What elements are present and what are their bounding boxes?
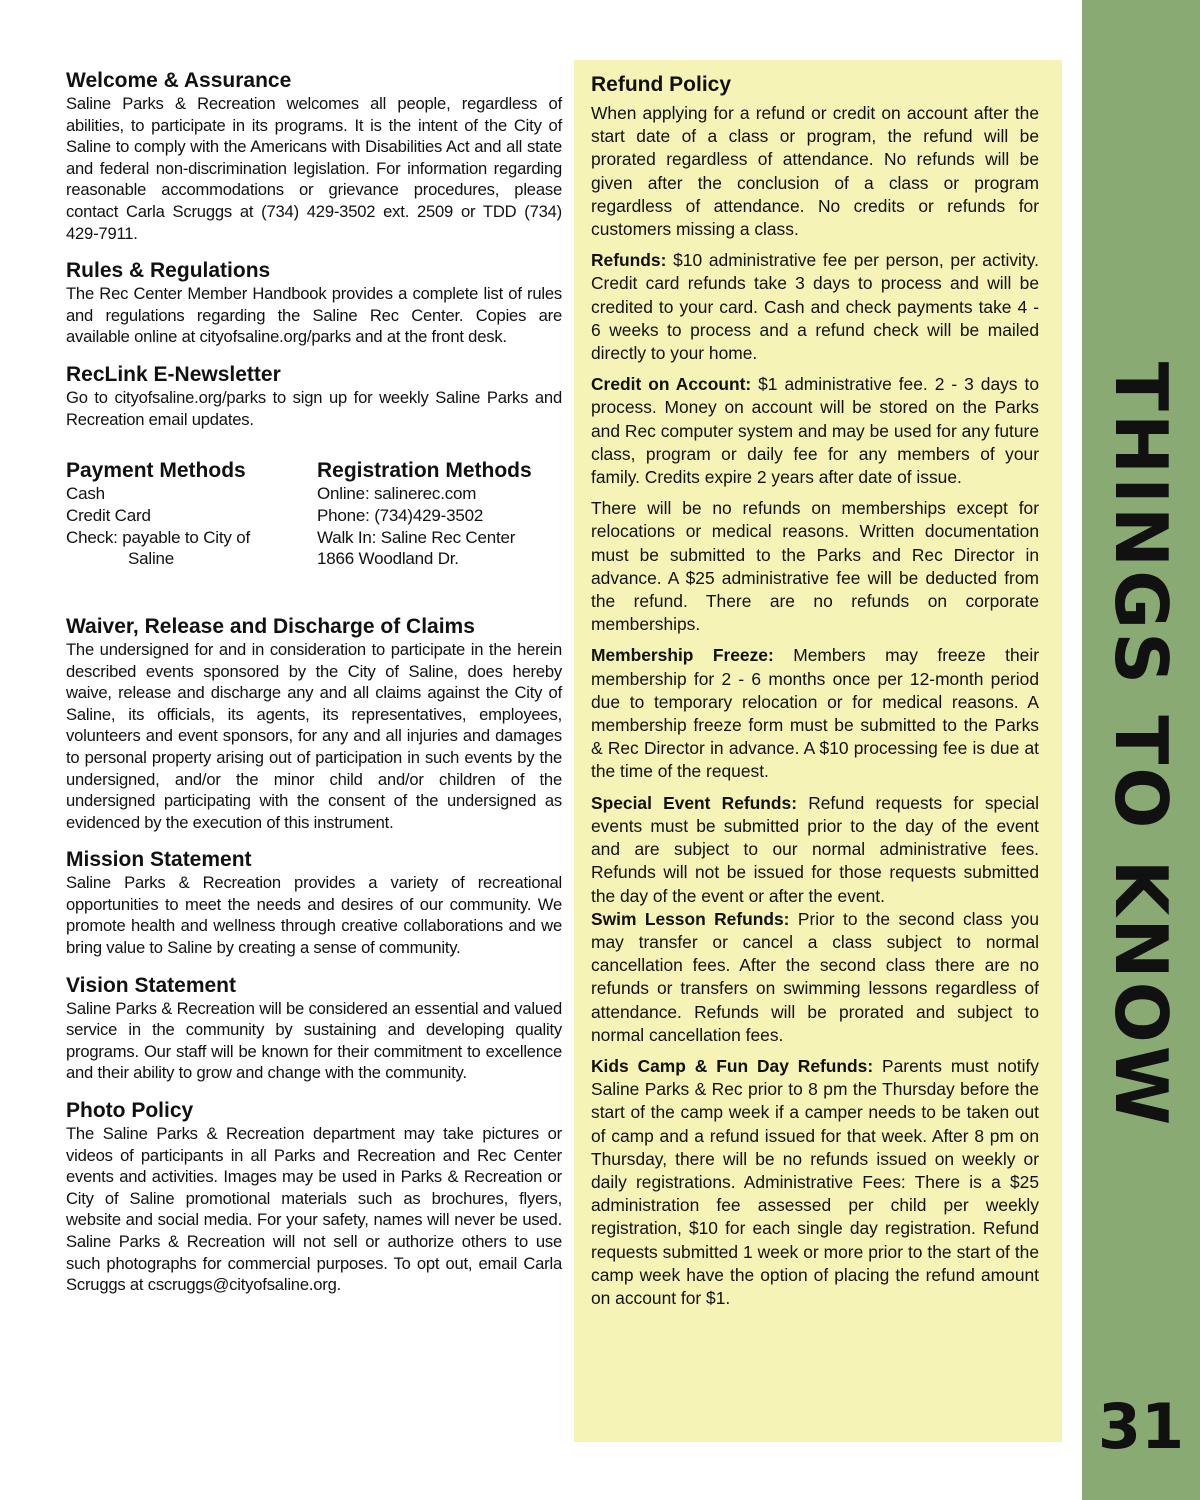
page-number: 31 (1097, 1390, 1185, 1463)
swim-label: Swim Lesson Refunds: (591, 908, 790, 929)
memberships-paragraph: There will be no refunds on memberships except for relocations or medical reasons. Written documentation must be submitted to the Parks and Rec Director in advance. A $25 administrative fee will be deducted from the refund. There are no refunds on corporate memberships. (591, 498, 1039, 635)
registration-methods (317, 458, 562, 570)
payment-methods (66, 458, 317, 570)
payment-item: Check: payable to City of (66, 527, 250, 547)
camp-paragraph (591, 1055, 1039, 1310)
payment-item: Saline (128, 549, 175, 569)
reclink-section (66, 362, 562, 430)
photo-title: Photo Policy (66, 1099, 194, 1123)
mission-body: Saline Parks & Recreation provides a variety of recreational opportunities to meet the needs and desires of our community. We promote health and wellness through creative collaborations and we bring value to Saline by creating a sense of community. (66, 873, 562, 958)
credit-text: $1 administrative fee. 2 - 3 days to process. Money on account will be stored on the Parks and Rec computer system and may be used for any future class, program or daily fee for any members of your family. Credits expire 2 years after date of issue. (591, 374, 1039, 488)
payment-title: Payment Methods (66, 459, 246, 483)
freeze-text: Members may freeze their membership for 2 - 6 months once per 12-month period due to temporary relocation or for medical reasons. A membership freeze form must be submitted to the Parks & Rec Director in advance. A $10 processing fee is due at the time of the request. (591, 645, 1039, 782)
photo-body: The Saline Parks & Recreation department may take pictures or videos of participants in all Parks and Recreation and Rec Center events and activities. Images may be used in Parks & Recreation or City of Saline promotional materials such as brochures, flyers, website and social media. For your safety, names will never be used. Saline Parks & Recreation will not sell or authorize others to use such photographs for commercial purposes. To opt out, email Carla Scruggs at cscruggs@cityofsaline.org. (66, 1124, 562, 1295)
registration-item: Online: salinerec.com (317, 484, 477, 504)
waiver-section (66, 614, 562, 833)
welcome-body: Saline Parks & Recreation welcomes all people, regardless of abilities, to participate in its programs. It is the intent of the City of Saline to comply with the Americans with Disabilities Act and all state and federal non-discrimination legislation. For information regarding reasonable accommodations or grievance procedures, please contact Carla Scruggs at (734) 429-3502 ext. 2509 or TDD (734) 429-7911. (66, 94, 562, 243)
section-sidebar (1082, 0, 1200, 1500)
refunds-label: Refunds: (591, 250, 667, 271)
photo-section (66, 1098, 562, 1296)
special-event-label: Special Event Refunds: (591, 792, 797, 813)
welcome-section (66, 68, 562, 244)
refunds-text: $10 administrative fee per person, per activity. Credit card refunds take 3 days to process and will be credited to your card. Cash and check payments take 4 - 6 weeks to process and a refund check will be mailed directly to your home. (591, 250, 1039, 364)
methods-block (66, 458, 562, 570)
registration-item: 1866 Woodland Dr. (317, 549, 459, 569)
special-event-paragraph (591, 792, 1039, 908)
camp-text: Parents must notify Saline Parks & Rec prior to 8 pm the Thursday before the start of the camp week if a camper needs to be taken out of camp and a refund issued for that week. After 8 pm on Thursday, there will be no refunds issued on weekly or daily registrations. Administrative Fees: There is a $25 administration fee assessed per child per weekly registration, $10 for each single day registration. Refund requests submitted 1 week or more prior to the start of the camp week have the option of placing the refund amount on account for $1. (591, 1055, 1039, 1308)
credit-paragraph (591, 373, 1039, 489)
refunds-paragraph (591, 249, 1039, 365)
vision-section (66, 973, 562, 1084)
rules-title: Rules & Regulations (66, 259, 271, 283)
freeze-label: Membership Freeze: (591, 645, 774, 666)
refund-policy-box (574, 60, 1062, 1442)
registration-title: Registration Methods (317, 459, 532, 483)
refund-title: Refund Policy (591, 73, 732, 96)
freeze-paragraph (591, 644, 1039, 783)
swim-text: Prior to the second class you may transfer or cancel a class subject to normal cancellation fees. After the second class there are no refunds or transfers on swimming lessons regardless of attendance. Refunds will be prorated and subject to normal cancellation fees. (591, 908, 1040, 1045)
waiver-title: Waiver, Release and Discharge of Claims (66, 614, 475, 638)
camp-label: Kids Camp & Fun Day Refunds: (591, 1055, 874, 1076)
swim-paragraph (591, 908, 1039, 1047)
registration-item: Walk In: Saline Rec Center (317, 527, 516, 547)
reclink-title: RecLink E-Newsletter (66, 362, 281, 386)
vision-title: Vision Statement (66, 973, 236, 997)
sidebar-title: THINGS TO KNOW (1099, 361, 1183, 1129)
rules-body: The Rec Center Member Handbook provides a complete list of rules and regulations regarding the Saline Rec Center. Copies are available online at cityofsaline.org/parks and at the front desk. (66, 284, 562, 347)
welcome-title: Welcome & Assurance (66, 69, 292, 92)
special-event-text: Refund requests for special events must be submitted prior to the day of the event and are subject to our normal administrative fees. Refunds will not be issued for those requests submitted the day of the event or after the event. (591, 792, 1039, 906)
credit-label: Credit on Account: (591, 374, 752, 395)
reclink-body: Go to cityofsaline.org/parks to sign up for weekly Saline Parks and Recreation email updates. (66, 387, 562, 429)
registration-item: Phone: (734)429-3502 (317, 505, 484, 525)
left-column (66, 68, 562, 1310)
payment-item: Credit Card (66, 505, 151, 525)
refund-intro: When applying for a refund or credit on account after the start date of a class or program, the refund will be prorated regardless of attendance. No refunds will be given after the conclusion of a class or program regardless of attendance. No credits or refunds for customers missing a class. (591, 103, 1039, 240)
vision-body: Saline Parks & Recreation will be considered an essential and valued service in the community by sustaining and developing quality programs. Our staff will be known for their commitment to excellence and their ability to grow and change with the community. (66, 998, 562, 1083)
mission-section (66, 847, 562, 958)
rules-section (66, 258, 562, 348)
payment-item: Cash (66, 484, 105, 504)
waiver-body: The undersigned for and in consideration to participate in the herein described events sponsored by the City of Saline, does hereby waive, release and discharge any and all claims against the City of Saline, its officials, its agents, its representatives, employees, volunteers and event sponsors, for any and all injuries and damages to personal property arising out of participation in such events by the undersigned, and/or the minor child and/or children of the undersigned participating with the consent of the undersigned as evidenced by the execution of this instrument. (66, 639, 562, 832)
mission-title: Mission Statement (66, 848, 252, 872)
